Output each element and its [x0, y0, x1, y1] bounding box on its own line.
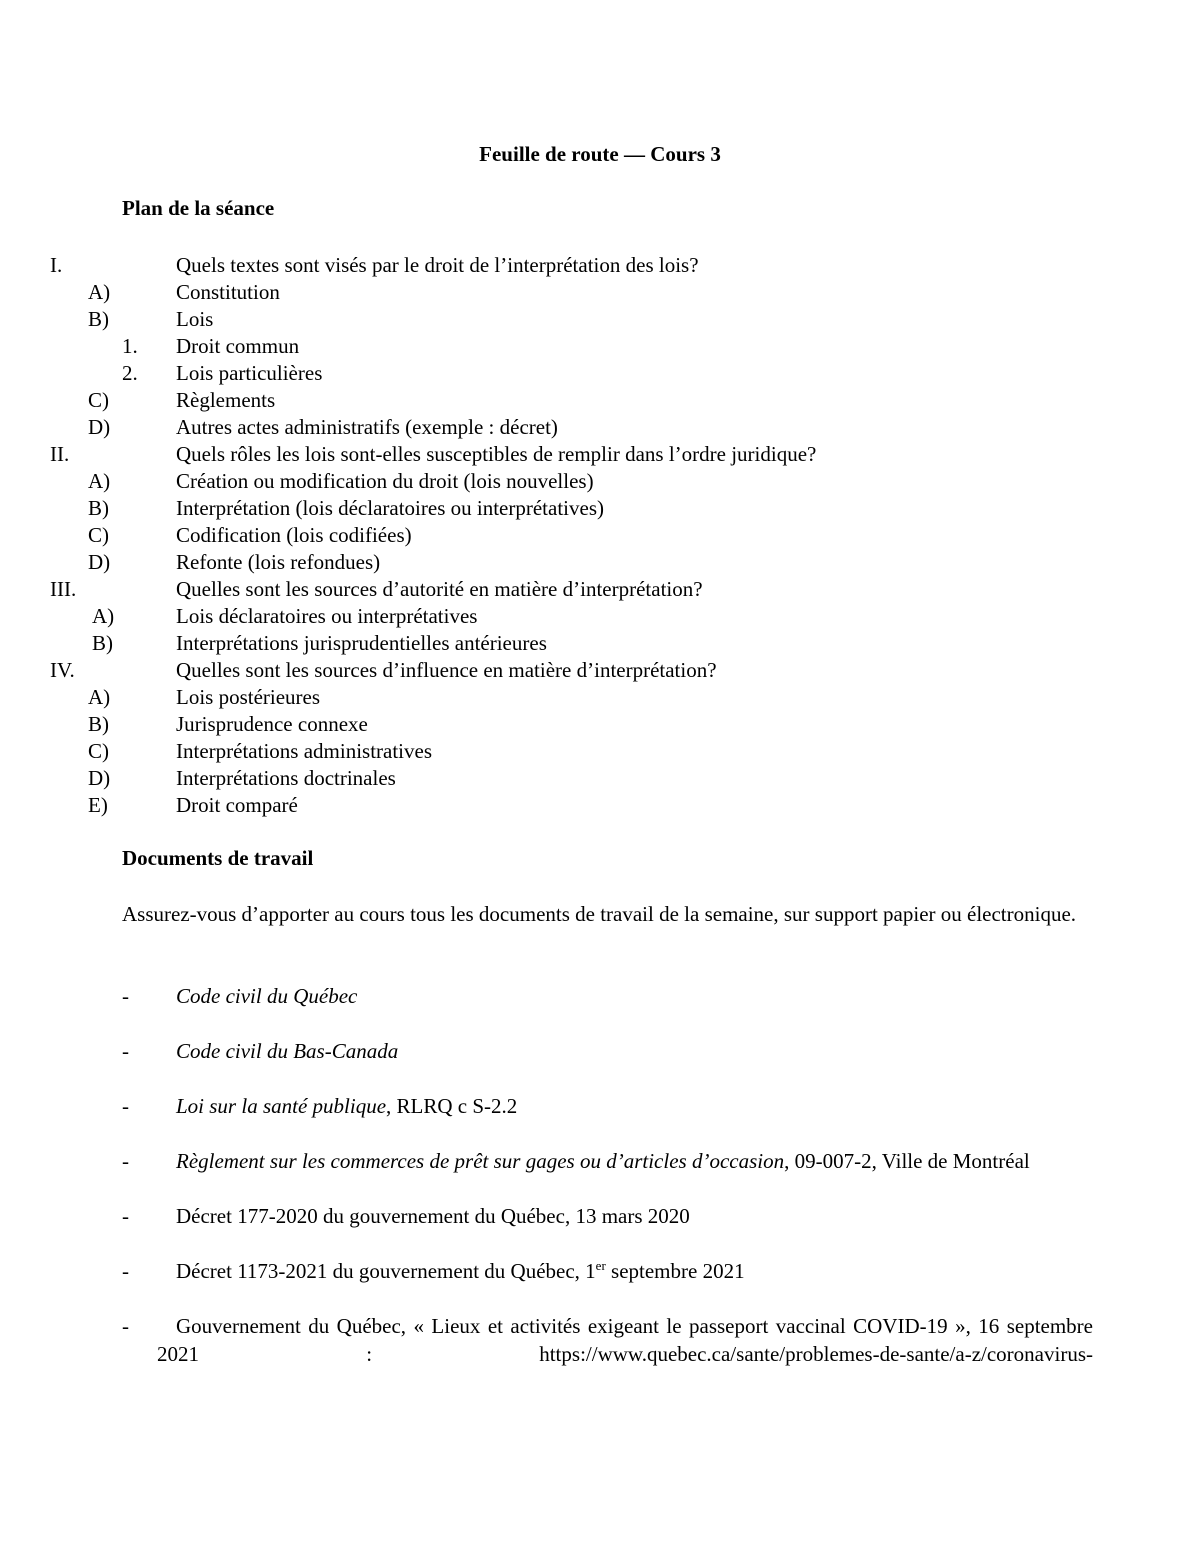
outline-text: Droit commun — [176, 334, 300, 358]
outline-text: Autres actes administratifs (exemple : décret) — [176, 415, 558, 439]
doc-rest-after: septembre 2021 — [605, 1259, 745, 1283]
outline-number: C) — [88, 739, 109, 763]
bullet-dash: - — [122, 1039, 129, 1063]
outline-item — [0, 279, 1200, 306]
outline-item — [0, 657, 1200, 684]
doc-item — [122, 1147, 1093, 1175]
outline-item — [0, 576, 1200, 603]
outline-list — [0, 252, 1200, 819]
outline-text: Refonte (lois refondues) — [176, 550, 381, 574]
outline-text: Constitution — [176, 280, 280, 304]
outline-item — [0, 630, 1200, 657]
doc-rest: Décret 177-2020 du gouvernement du Québec, 13 mars 2020 — [176, 1204, 690, 1228]
docs-intro: Assurez-vous d’apporter au cours tous les documents de travail de la semaine, sur support papier ou électronique. — [122, 902, 1077, 926]
outline-text: Interprétation (lois déclaratoires ou interprétatives) — [176, 496, 604, 520]
outline-item — [0, 252, 1200, 279]
doc-superscript: er — [595, 1258, 606, 1273]
bullet-dash: - — [122, 1149, 129, 1173]
outline-number: A) — [88, 280, 111, 304]
outline-item — [0, 522, 1200, 549]
outline-item — [0, 414, 1200, 441]
doc-text — [122, 1202, 1093, 1230]
bullet-dash: - — [122, 984, 129, 1008]
doc-title-italic: Code civil du Québec — [176, 984, 358, 1008]
outline-text: Création ou modification du droit (lois nouvelles) — [176, 469, 594, 493]
outline-number: D) — [88, 550, 111, 574]
outline-number: A) — [92, 604, 115, 628]
outline-item — [0, 495, 1200, 522]
outline-text: Quels rôles les lois sont-elles susceptibles de remplir dans l’ordre juridique? — [176, 442, 817, 466]
bullet-dash: - — [122, 1094, 129, 1118]
outline-number: 2. — [122, 361, 138, 385]
outline-number: IV. — [50, 658, 75, 682]
outline-text: Lois postérieures — [176, 685, 321, 709]
docs-heading: Documents de travail — [122, 846, 314, 870]
outline-text: Lois déclaratoires ou interprétatives — [176, 604, 478, 628]
doc-rest: , 09-007-2, Ville de Montréal — [784, 1149, 1030, 1173]
outline-text: Interprétations administratives — [176, 739, 433, 763]
doc-text — [122, 1312, 1093, 1368]
plan-heading: Plan de la séance — [122, 196, 275, 220]
doc-title-italic: Loi sur la santé publique — [176, 1094, 387, 1118]
outline-number: A) — [88, 469, 111, 493]
outline-number: E) — [88, 793, 108, 817]
outline-text: Interprétations jurisprudentielles antérieures — [176, 631, 547, 655]
outline-text: Lois particulières — [176, 361, 323, 385]
doc-item — [122, 1257, 1093, 1285]
doc-rest: Gouvernement du Québec, « Lieux et activités exigeant le passeport vaccinal COVID-19 », 16 septembre 2021 : https://www.quebec.ca/sante/problemes-de-sante/a-z/coronavirus- — [157, 1314, 1093, 1366]
outline-item — [0, 333, 1200, 360]
outline-number: B) — [88, 712, 109, 736]
outline-text: Jurisprudence connexe — [176, 712, 368, 736]
outline-item — [0, 360, 1200, 387]
doc-text — [122, 1257, 1093, 1285]
outline-number: A) — [88, 685, 111, 709]
outline-item — [0, 765, 1200, 792]
outline-number: D) — [88, 415, 111, 439]
outline-item — [0, 792, 1200, 819]
doc-item — [122, 1092, 1093, 1120]
outline-number: 1. — [122, 334, 138, 358]
outline-text: Droit comparé — [176, 793, 298, 817]
outline-item — [0, 306, 1200, 333]
bullet-dash: - — [122, 1204, 129, 1228]
doc-item — [122, 1202, 1093, 1230]
outline-text: Quels textes sont visés par le droit de l’interprétation des lois? — [176, 253, 699, 277]
outline-text: Interprétations doctrinales — [176, 766, 396, 790]
doc-item — [122, 1312, 1093, 1368]
outline-number: I. — [50, 253, 63, 277]
outline-item — [0, 684, 1200, 711]
doc-rest: , RLRQ c S-2.2 — [386, 1094, 518, 1118]
bullet-dash: - — [122, 1314, 129, 1338]
doc-title-italic: Code civil du Bas-Canada — [176, 1039, 399, 1063]
page-title: Feuille de route — Cours 3 — [479, 142, 721, 166]
outline-item — [0, 441, 1200, 468]
outline-number: D) — [88, 766, 111, 790]
outline-item — [0, 468, 1200, 495]
doc-title-italic: Règlement sur les commerces de prêt sur gages ou d’articles d’occasion — [176, 1149, 785, 1173]
outline-number: C) — [88, 388, 109, 412]
outline-text: Quelles sont les sources d’influence en matière d’interprétation? — [176, 658, 717, 682]
doc-item — [122, 982, 1093, 1010]
doc-text — [122, 1037, 1093, 1065]
outline-item — [0, 711, 1200, 738]
outline-text: Règlements — [176, 388, 276, 412]
doc-text — [122, 1147, 1093, 1175]
outline-item — [0, 387, 1200, 414]
outline-item — [0, 738, 1200, 765]
outline-number: B) — [92, 631, 113, 655]
outline-number: B) — [88, 307, 109, 331]
outline-item — [0, 549, 1200, 576]
doc-text — [122, 1092, 1093, 1120]
docs-list — [122, 982, 1093, 1395]
outline-item — [0, 603, 1200, 630]
bullet-dash: - — [122, 1259, 129, 1283]
outline-text: Quelles sont les sources d’autorité en matière d’interprétation? — [176, 577, 703, 601]
outline-text: Lois — [176, 307, 214, 331]
doc-text — [122, 982, 1093, 1010]
doc-rest: Décret 1173-2021 du gouvernement du Québec, 1 — [176, 1259, 596, 1283]
outline-text: Codification (lois codifiées) — [176, 523, 412, 547]
outline-number: II. — [50, 442, 70, 466]
outline-number: III. — [50, 577, 77, 601]
outline-number: C) — [88, 523, 109, 547]
outline-number: B) — [88, 496, 109, 520]
doc-item — [122, 1037, 1093, 1065]
